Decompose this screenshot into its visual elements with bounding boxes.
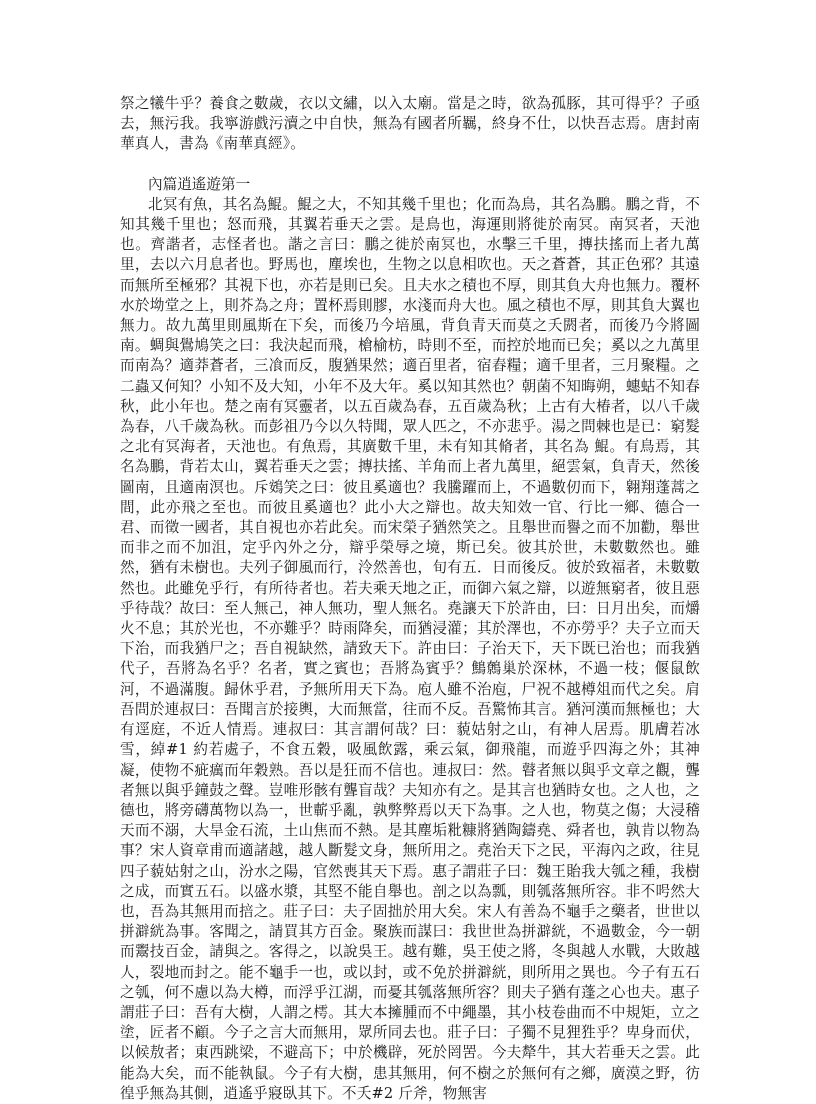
chapter-title: 內篇逍遙遊第一 [148, 175, 251, 193]
preface-paragraph: 祭之犧牛乎？養食之數歲，衣以文繡，以入太廟。當是之時，欲為孤豚，其可得乎？子亟去，無污我。我寧游戲污瀆之中自快，無為有國者所羈，終身不仕，以快吾志焉。唐封南華真人，書為《南華真經》。 [120, 95, 700, 153]
document-page [120, 94, 700, 1104]
body-paragraph: 北冥有魚，其名為鯤。鯤之大，不知其幾千里也；化而為鳥，其名為鵬。鵬之背，不知其幾千里也；怒而飛，其翼若垂天之雲。是鳥也，海運則將徙於南冥。南冥者，天池也。齊諧者，志怪者也。諧之言曰：鵬之徙於南冥也，水擊三千里，摶扶搖而上者九萬里，去以六月息者也。野馬也，塵埃也，生物之以息相吹也。天之蒼蒼，其正色邪？其遠而無所至極邪？其視下也，亦若是則已矣。且夫水之積也不厚，則其負大舟也無力。覆杯水於坳堂之上，則芥為之舟；置杯焉則膠，水淺而舟大也。風之積也不厚，則其負大翼也無力。故九萬里則風斯在下矣，而後乃今培風，背負青天而莫之夭閼者，而後乃今將圖南。蜩與鷽鳩笑之曰：我決起而飛，槍榆枋，時則不至，而控於地而已矣；奚以之九萬里而南為？適莽蒼者，三飡而反，腹猶果然；適百里者，宿舂糧；適千里者，三月聚糧。之二蟲又何知？小知不及大知，小年不及大年。奚以知其然也？朝菌不知晦朔，蟪蛄不知春秋，此小年也。楚之南有冥靈者，以五百歲為春，五百歲為秋；上古有大椿者，以八千歲為春，八千歲為秋。而彭祖乃今以久特聞，眾人匹之，不亦悲乎。湯之問棘也是已：窮髮之北有冥海者，天池也。有魚焉，其廣數千里，未有知其脩者，其名為 鯤。有鳥焉，其名為鵬，背若太山，翼若垂天之雲；摶扶搖、羊角而上者九萬里，絕雲氣，負青天，然後圖南，且適南溟也。斥鴳笑之曰：彼且奚適也？我騰躍而上，不過數仞而下，翱翔蓬蒿之間，此亦飛之至也。而彼且奚適也？此小大之辯也。故夫知效一官、行比一鄉、德合一君、而徵一國者，其自視也亦若此矣。而宋榮子猶然笑之。且舉世而譽之而不加勸，舉世而非之而不加沮，定乎內外之分，辯乎榮辱之境，斯已矣。彼其於世，未數數然也。雖然，猶有未樹也。夫列子御風而行，泠然善也，旬有五．日而後反。彼於致福者，未數數然也。此雖免乎行，有所待者也。若夫乘天地之正，而御六氣之辯，以遊無窮者，彼且惡乎待哉？故曰：至人無己，神人無功，聖人無名。堯讓天下於許由，曰：日月出矣，而爝火不息；其於光也，不亦難乎？時雨降矣，而猶浸灌；其於澤也，不亦勞乎？夫子立而天下治，而我猶尸之；吾自視缺然，請致天下。許由曰：子治天下，天下既已治也；而我猶代子，吾將為名乎？名者，實之賓也；吾將為賓乎？鷦鷯巢於深林，不過一枝；偃鼠飲河，不過滿腹。歸休乎君，予無所用天下為。庖人雖不治庖，尸祝不越樽俎而代之矣。肩吾問於連叔曰：吾聞言於接輿，大而無當，往而不反。吾驚怖其言。猶河漢而無極也；大有逕庭，不近人情焉。連叔曰：其言謂何哉？曰：藐姑射之山，有神人居焉。肌膚若冰雪，綽#1 約若處子，不食五穀，吸風飲露，乘云氣，御飛龍，而遊乎四海之外；其神凝，使物不疵癘而年穀熟。吾以是狂而不信也。連叔曰：然。瞽者無以與乎文章之觀，聾者無以與乎鐘鼓之聲。豈唯形骸有聾盲哉？夫知亦有之。是其言也猶時女也。之人也，之德也，將旁礴萬物以為一，世蘄乎亂，孰弊弊焉以天下為事。之人也，物莫之傷；大浸稽天而不溺，大旱金石流，土山焦而不熱。是其塵垢粃糠將猶陶鑄堯、舜者也，孰肯以物為事？宋人資章甫而適諸越，越人斷髮文身，無所用之。堯治天下之民，平海內之政，往見四子藐姑射之山，汾水之陽，官然喪其天下焉。惠子謂莊子曰：魏王貽我大瓠之種，我樹之成，而實五石。以盛水漿，其堅不能自舉也。剖之以為瓢，則瓠落無所容。非不呺然大也，吾為其無用而掊之。莊子曰：夫子固拙於用大矣。宋人有善為不龜手之藥者，世世以拼澼絖為事。客聞之，請買其方百金。聚族而謀曰：我世世為拼澼絖，不過數金，今一朝而鬻技百金，請與之。客得之，以說吳王。越有難，吳王使之將，冬與越人水戰，大敗越人，裂地而封之。能不龜手一也，或以封，或不免於拼澼絖，則所用之異也。今子有五石之瓠，何不慮以為大樽，而浮乎江湖，而憂其瓠落無所容？則夫子猶有蓬之心也夫。惠子謂莊子曰：吾有大樹，人謂之樗。其大本擁腫而不中繩墨，其小枝卷曲而不中規矩，立之塗，匠者不顧。今子之言大而無用，眾所同去也。莊子曰：子獨不見狸狌乎？卑身而伏，以候敖者；東西跳梁，不避高下；中於機辟，死於罔罟。今夫犛牛，其大若垂天之雲。此能為大矣，而不能執鼠。今子有大樹，患其無用，何不樹之於無何有之鄉，廣漠之野，彷徨乎無為其側，逍遙乎寢臥其下。不夭#2 斤斧，物無害 [120, 195, 700, 1102]
